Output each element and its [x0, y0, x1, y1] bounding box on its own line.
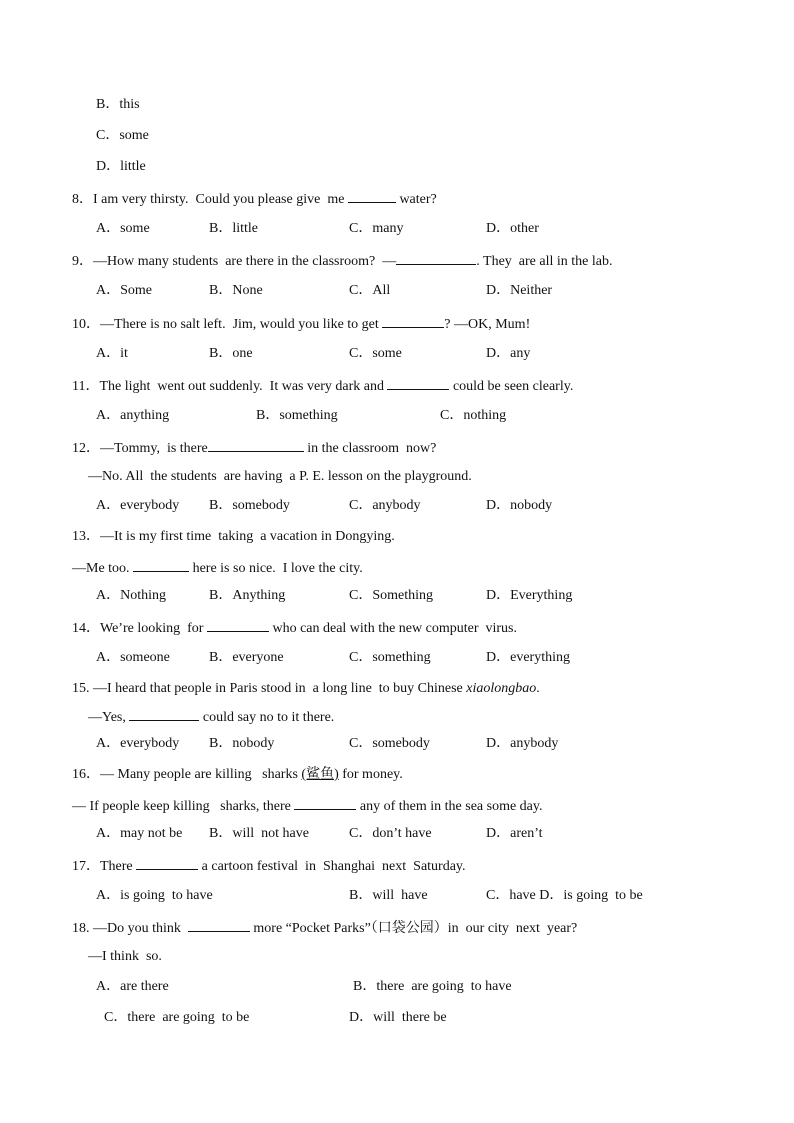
question-13: 13．—It is my first time taking a vacation in Dongying. [72, 529, 395, 544]
question-18-text-end: more “Pocket Parks”（口袋公园）in our city next year? [249, 921, 578, 936]
q8-option-c: C．many [349, 221, 404, 236]
question-8-text-end: water? [395, 192, 437, 207]
answer-blank [208, 438, 304, 452]
q16-option-c: C．don’t have [349, 826, 432, 841]
answer-blank [382, 314, 444, 328]
question-12 [72, 438, 436, 458]
question-12-reply: —No. All the students are having a P. E. lesson on the playground. [88, 469, 472, 484]
question-16-reply-text: — If people keep killing sharks, there [72, 799, 295, 814]
q13-option-a: A．Nothing [96, 588, 166, 603]
q17-option-a: A．is going to have [96, 888, 213, 903]
prev-option-b: B．this [96, 97, 140, 112]
question-10-text: 10．—There is no salt left. Jim, would you like to get [72, 317, 383, 332]
q14-option-d: D．everything [486, 650, 570, 665]
q13-option-c: C．Something [349, 588, 434, 603]
q15-option-a: A．everybody [96, 736, 180, 751]
question-12-text: 12．—Tommy, is there [72, 441, 208, 456]
q8-option-b: B．little [209, 221, 258, 236]
question-9 [72, 251, 612, 271]
question-17-text-end: a cartoon festival in Shanghai next Saturday. [198, 859, 466, 874]
question-13-reply-text: —Me too. [72, 561, 134, 576]
question-16-reply [72, 796, 543, 816]
q17-option-c-d: C．have D．is going to be [486, 888, 643, 903]
answer-blank [396, 251, 476, 265]
q18-option-a: A．are there [96, 979, 169, 994]
question-10 [72, 314, 530, 334]
question-14-text: 14．We’re looking for [72, 621, 207, 636]
q14-option-c: C．something [349, 650, 431, 665]
q10-option-a: A．it [96, 346, 128, 361]
q9-option-c: C．All [349, 283, 391, 298]
question-11-text-end: could be seen clearly. [449, 379, 574, 394]
q15-option-b: B．nobody [209, 736, 275, 751]
answer-blank [387, 376, 449, 390]
q9-option-b: B．None [209, 283, 263, 298]
question-16-reply-end: any of them in the sea some day. [356, 799, 543, 814]
q11-option-c: C．nothing [440, 408, 507, 423]
q8-option-a: A．some [96, 221, 150, 236]
question-14 [72, 618, 517, 638]
answer-blank [133, 558, 189, 572]
q15-option-d: D．anybody [486, 736, 559, 751]
answer-blank [207, 618, 269, 632]
q9-option-d: D．Neither [486, 283, 553, 298]
q18-option-d: D．will there be [349, 1010, 447, 1025]
q12-option-d: D．nobody [486, 498, 553, 513]
q12-option-a: A．everybody [96, 498, 180, 513]
question-18 [72, 918, 577, 938]
question-15-reply [88, 707, 334, 727]
q13-option-b: B．Anything [209, 588, 286, 603]
q15-option-c: C．somebody [349, 736, 430, 751]
q16-option-a: A．may not be [96, 826, 183, 841]
q11-option-b: B．something [256, 408, 338, 423]
question-17-text: 17．There [72, 859, 137, 874]
question-18-reply: —I think so. [88, 949, 162, 964]
answer-blank [129, 707, 199, 721]
question-14-text-end: who can deal with the new computer virus. [268, 621, 517, 636]
q14-option-b: B．everyone [209, 650, 284, 665]
q9-option-a: A．Some [96, 283, 152, 298]
question-15-reply-text: —Yes, [88, 710, 130, 725]
answer-blank [188, 918, 250, 932]
question-18-text: 18. —Do you think [72, 921, 188, 936]
answer-blank [136, 856, 198, 870]
q16-option-b: B．will not have [209, 826, 309, 841]
q11-option-a: A．anything [96, 408, 170, 423]
question-15-text: 15. —I heard that people in Paris stood in a long line to buy Chinese [72, 681, 467, 696]
q12-option-c: C．anybody [349, 498, 421, 513]
answer-blank [294, 796, 356, 810]
question-16-chinese-gloss: (鲨鱼) [301, 767, 339, 782]
question-8 [72, 189, 437, 209]
prev-option-d: D．little [96, 159, 146, 174]
question-16 [72, 766, 403, 784]
question-15-text-end: . [536, 681, 540, 696]
answer-blank [348, 189, 396, 203]
question-9-text: 9．—How many students are there in the classroom? — [72, 254, 397, 269]
q10-option-c: C．some [349, 346, 402, 361]
q13-option-d: D．Everything [486, 588, 573, 603]
q17-option-b: B．will have [349, 888, 428, 903]
q8-option-d: D．other [486, 221, 539, 236]
question-9-text-end: . They are all in the lab. [476, 254, 613, 269]
question-10-text-end: ? —OK, Mum! [444, 317, 531, 332]
question-16-text: 16．— Many people are killing sharks [72, 767, 302, 782]
q16-option-d: D．aren’t [486, 826, 543, 841]
question-12-text-end: in the classroom now? [303, 441, 437, 456]
question-15-reply-end: could say no to it there. [199, 710, 335, 725]
question-13-reply [72, 558, 363, 578]
question-11 [72, 376, 573, 396]
q14-option-a: A．someone [96, 650, 170, 665]
q10-option-b: B．one [209, 346, 253, 361]
q18-option-b: B．there are going to have [353, 979, 512, 994]
question-13-reply-end: here is so nice. I love the city. [189, 561, 363, 576]
question-17 [72, 856, 466, 876]
q18-option-c: C．there are going to be [104, 1010, 250, 1025]
prev-option-c: C．some [96, 128, 149, 143]
question-11-text: 11．The light went out suddenly. It was very dark and [72, 379, 388, 394]
question-15 [72, 680, 540, 698]
question-16-text-end: for money. [338, 767, 403, 782]
q10-option-d: D．any [486, 346, 531, 361]
q12-option-b: B．somebody [209, 498, 290, 513]
question-8-text: 8．I am very thirsty. Could you please give me [72, 192, 348, 207]
question-15-italic-word: xiaolongbao [466, 681, 537, 696]
